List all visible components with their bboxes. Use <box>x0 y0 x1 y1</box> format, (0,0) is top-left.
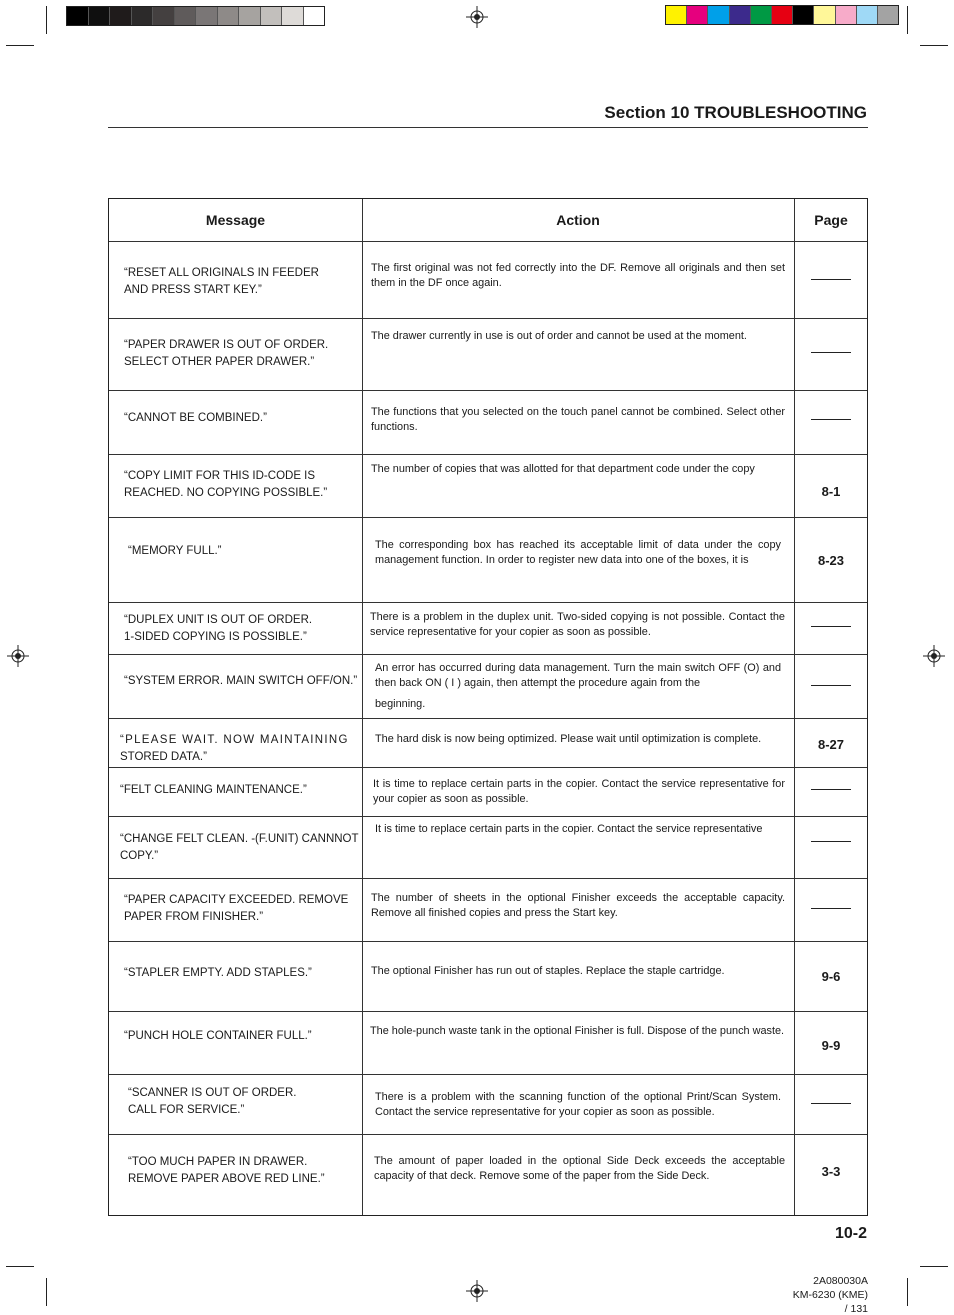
row-divider <box>109 318 867 319</box>
gray-step-swatch <box>89 7 111 25</box>
row-divider <box>109 241 867 242</box>
column-header-page: Page <box>814 212 848 228</box>
row-divider <box>109 517 867 518</box>
message-text: AND PRESS START KEY.” <box>124 284 262 296</box>
gray-step-swatch <box>261 7 283 25</box>
color-patch-swatch <box>730 6 751 24</box>
page-reference-blank <box>811 841 851 842</box>
crop-mark <box>46 1278 47 1306</box>
message-text: “PUNCH HOLE CONTAINER FULL.” <box>124 1030 312 1042</box>
action-text: An error has occurred during data management. Turn the main switch OFF (O) and then back ON ( I ) again, then attempt the procedure again from the <box>375 662 781 689</box>
action-text: The hole-punch waste tank in the optional Finisher is full. Dispose of the punch waste. <box>370 1025 785 1037</box>
page-number: 10-2 <box>834 1225 867 1242</box>
action-text: There is a problem with the scanning function of the optional Print/Scan System. Contact the service representative for your copier as soon as possible. <box>375 1091 781 1118</box>
color-patch-swatch <box>836 6 857 24</box>
gray-step-swatch <box>110 7 132 25</box>
page-reference-blank <box>811 279 851 280</box>
color-patch-swatch <box>878 6 898 24</box>
action-text-continued: beginning. <box>375 698 426 710</box>
column-divider <box>794 199 795 1215</box>
action-text: The drawer currently in use is out of order and cannot be used at the moment. <box>371 330 747 342</box>
page-reference-blank <box>811 789 851 790</box>
row-divider <box>109 454 867 455</box>
action-text: There is a problem in the duplex unit. Two-sided copying is not possible. Contact the service representative for your copier as soon as possible. <box>370 611 785 638</box>
column-divider <box>362 199 363 1215</box>
section-title: Section 10 TROUBLESHOOTING <box>604 103 867 122</box>
message-text: SELECT OTHER PAPER DRAWER.” <box>124 356 315 368</box>
page-reference-blank <box>811 685 851 686</box>
color-patch-swatch <box>772 6 793 24</box>
color-calibration-bar <box>665 5 899 25</box>
page-reference-blank <box>811 626 851 627</box>
page-reference: 9-6 <box>821 969 841 984</box>
message-text: “PLEASE WAIT. NOW MAINTAINING <box>120 734 349 746</box>
message-text: CALL FOR SERVICE.” <box>128 1104 245 1116</box>
color-patch-swatch <box>708 6 729 24</box>
action-text: The optional Finisher has run out of staples. Replace the staple cartridge. <box>371 965 725 977</box>
gray-step-swatch <box>218 7 240 25</box>
message-text: “SYSTEM ERROR. MAIN SWITCH OFF/ON.” <box>124 675 358 687</box>
registration-mark-icon <box>923 645 945 667</box>
gray-step-swatch <box>282 7 304 25</box>
row-divider <box>109 1074 867 1075</box>
registration-mark-icon <box>466 6 488 28</box>
column-header-action: Action <box>556 212 600 228</box>
page-reference-blank <box>811 908 851 909</box>
gray-step-swatch <box>239 7 261 25</box>
message-text: REACHED. NO COPYING POSSIBLE.” <box>124 487 328 499</box>
message-text: “RESET ALL ORIGINALS IN FEEDER <box>124 267 319 279</box>
message-text: “COPY LIMIT FOR THIS ID-CODE IS <box>124 470 316 482</box>
color-patch-swatch <box>857 6 878 24</box>
troubleshooting-table <box>108 198 868 1216</box>
page-reference: 8-27 <box>817 737 845 752</box>
message-text: “CHANGE FELT CLEAN. -(F.UNIT) CANNNOT <box>120 833 359 845</box>
gray-step-swatch <box>175 7 197 25</box>
color-patch-swatch <box>793 6 814 24</box>
row-divider <box>109 878 867 879</box>
row-divider <box>109 602 867 603</box>
page-reference: 3-3 <box>821 1164 841 1179</box>
color-patch-swatch <box>666 6 687 24</box>
action-text: The amount of paper loaded in the optional Side Deck exceeds the acceptable capacity of that deck. Remove some of the paper from the Side Deck. <box>374 1155 785 1182</box>
page-reference-blank <box>811 419 851 420</box>
gray-step-swatch <box>132 7 154 25</box>
row-divider <box>109 816 867 817</box>
gray-step-swatch <box>153 7 175 25</box>
page-reference: 8-1 <box>821 484 841 499</box>
crop-mark <box>920 45 948 46</box>
page-reference: 8-23 <box>817 553 845 568</box>
action-text: The first original was not fed correctly into the DF. Remove all originals and then set them in the DF once again. <box>371 262 785 289</box>
message-text: PAPER FROM FINISHER.” <box>124 911 264 923</box>
crop-mark <box>907 1278 908 1306</box>
page-reference-blank <box>811 352 851 353</box>
row-divider <box>109 390 867 391</box>
message-text: REMOVE PAPER ABOVE RED LINE.” <box>128 1173 325 1185</box>
message-text: “SCANNER IS OUT OF ORDER. <box>128 1087 297 1099</box>
message-text: “TOO MUCH PAPER IN DRAWER. <box>128 1156 308 1168</box>
document-code: 2A080030A <box>813 1275 868 1287</box>
registration-mark-icon <box>466 1280 488 1302</box>
row-divider <box>109 1011 867 1012</box>
crop-mark <box>920 1266 948 1267</box>
color-patch-swatch <box>687 6 708 24</box>
message-text: “CANNOT BE COMBINED.” <box>124 412 267 424</box>
column-header-message: Message <box>205 212 266 228</box>
gray-step-swatch <box>304 7 325 25</box>
page-reference-blank <box>811 1103 851 1104</box>
message-text: “STAPLER EMPTY. ADD STAPLES.” <box>124 967 312 979</box>
message-text: “DUPLEX UNIT IS OUT OF ORDER. <box>124 614 313 626</box>
action-text: It is time to replace certain parts in the copier. Contact the service representative <box>375 823 763 835</box>
header-divider <box>108 127 868 128</box>
action-text: The hard disk is now being optimized. Please wait until optimization is complete. <box>375 733 762 745</box>
color-patch-swatch <box>751 6 772 24</box>
message-text: 1-SIDED COPYING IS POSSIBLE.” <box>124 631 307 643</box>
message-text: “PAPER DRAWER IS OUT OF ORDER. <box>124 339 329 351</box>
action-text: It is time to replace certain parts in the copier. Contact the service representative for your copier as soon as possible. <box>373 778 785 805</box>
crop-mark <box>6 1266 34 1267</box>
crop-mark <box>46 6 47 34</box>
row-divider <box>109 941 867 942</box>
grayscale-calibration-bar <box>66 6 325 26</box>
model-code: KM-6230 (KME) <box>792 1289 868 1301</box>
color-patch-swatch <box>814 6 835 24</box>
action-text: The functions that you selected on the touch panel cannot be combined. Select other functions. <box>371 406 785 433</box>
row-divider <box>109 654 867 655</box>
gray-step-swatch <box>67 7 89 25</box>
sheet-number: / 131 <box>844 1303 868 1315</box>
gray-step-swatch <box>196 7 218 25</box>
registration-mark-icon <box>7 645 29 667</box>
message-text: COPY.” <box>120 850 159 862</box>
crop-mark <box>907 6 908 34</box>
message-text: STORED DATA.” <box>120 751 207 763</box>
action-text: The number of sheets in the optional Finisher exceeds the acceptable capacity. Remove all finished copies and press the Start key. <box>371 892 785 919</box>
message-text: “FELT CLEANING MAINTENANCE.” <box>120 784 307 796</box>
message-text: “PAPER CAPACITY EXCEEDED. REMOVE <box>124 894 349 906</box>
message-text: “MEMORY FULL.” <box>128 545 222 557</box>
page-reference: 9-9 <box>821 1038 841 1053</box>
action-text: The corresponding box has reached its acceptable limit of data under the copy management function. In order to register new data into one of the boxes, it is <box>375 539 781 566</box>
action-text: The number of copies that was allotted for that department code under the copy <box>371 463 755 475</box>
row-divider <box>109 1134 867 1135</box>
crop-mark <box>6 45 34 46</box>
row-divider <box>109 718 867 719</box>
row-divider <box>109 767 867 768</box>
